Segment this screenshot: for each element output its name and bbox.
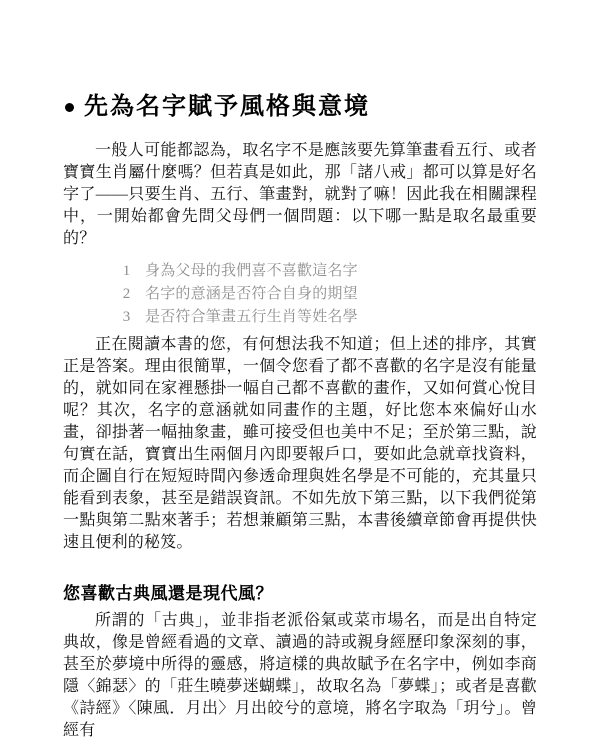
heading-bullet-icon: [65, 103, 74, 112]
paragraph-intro: 一般人可能都認為，取名字不是應該要先算筆畫看五行、或者寶寶生肖屬什麼嗎？但若真是如此，那「諸八戒」都可以算是好名字了——只要生肖、五行、筆畫對，就對了嘛！因此我在相關課程中，一開始都會先問父母們一個問題：以下哪一點是取名最重要的？: [63, 142, 537, 247]
list-item: [120, 283, 537, 306]
list-item-text: 是否符合筆畫五行生肖等姓名學: [145, 309, 358, 325]
subheading-classic-or-modern: 您喜歡古典風還是現代風？: [63, 584, 273, 603]
section-heading-title: 先為名字賦予風格與意境: [84, 94, 370, 120]
list-item: [120, 306, 537, 329]
list-item-number: 3: [122, 309, 131, 325]
list-item-number: 2: [122, 286, 131, 302]
paragraph-answer: 正在閱讀本書的您，有何想法我不知道；但上述的排序，其實正是答案。理由很簡單，一個令您看了都不喜歡的名字是沒有能量的，就如同在家裡懸掛一幅自己都不喜歡的畫作，又如何賞心悅目呢？其次，名字的意涵就如同畫作的主題，好比您本來偏好山水畫，卻掛著一幅抽象畫，雖可接受但也美中不足；至於第三點，說句實在話，寶寶出生兩個月內即要報戶口，要如此急就章找資料，而企圖自行在短短時間內參透命理與姓名學是不可能的，充其量只能看到表象，甚至是錯誤資訊。不如先放下第三點，以下我們從第一點與第二點來著手；若想兼顧第三點，本書後續章節會再提供快速且便利的秘笈。: [63, 336, 537, 551]
list-item: [120, 260, 537, 283]
list-item-text: 名字的意涵是否符合自身的期望: [145, 286, 358, 302]
list-item-number: 1: [122, 263, 131, 279]
list-item-text: 身為父母的我們喜不喜歡這名字: [145, 263, 358, 279]
priority-question-list: [120, 260, 537, 329]
section-heading: [65, 92, 537, 122]
paragraph-classic-style: 所謂的「古典」，並非指老派俗氣或菜市場名，而是出自特定典故，像是曾經看過的文章、讀過的詩或親身經歷印象深刻的事，甚至於夢境中所得的靈感，將這樣的典故賦予在名字中，例如李商隱〈錦瑟〉的「莊生曉夢迷蝴蝶」，故取名為「夢蝶」；或者是喜歡《詩經》〈陳風．月出〉月出皎兮的意境，將名字取為「玥兮」。曾經有: [63, 612, 537, 739]
